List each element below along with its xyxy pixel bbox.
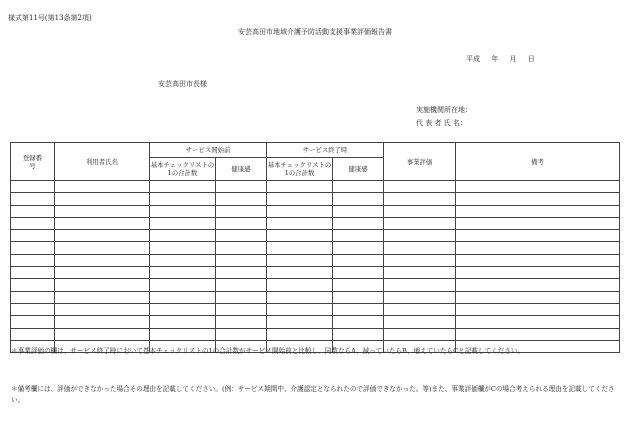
evaluation-cell[interactable] xyxy=(384,205,456,217)
checklist-start-cell[interactable] xyxy=(150,267,216,279)
header-checklist-start: 基本チェックリストの1の合計数 xyxy=(150,158,216,181)
remarks-cell[interactable] xyxy=(456,328,620,340)
evaluation-cell[interactable] xyxy=(384,230,456,242)
health-end-cell[interactable] xyxy=(333,230,384,242)
reg-no-cell[interactable] xyxy=(11,254,55,266)
evaluation-cell[interactable] xyxy=(384,254,456,266)
org-address-label: 実施機関所在地： xyxy=(416,106,472,114)
table-row xyxy=(11,193,620,205)
header-reg-no: 登録番号 xyxy=(11,143,55,181)
reg-no-cell[interactable] xyxy=(11,279,55,291)
remarks-cell[interactable] xyxy=(456,291,620,303)
header-user-name: 利用者氏名 xyxy=(55,143,150,181)
health-start-cell[interactable] xyxy=(216,316,267,328)
reg-no-cell[interactable] xyxy=(11,230,55,242)
health-start-cell[interactable] xyxy=(216,279,267,291)
evaluation-cell[interactable] xyxy=(384,303,456,315)
header-remarks: 備考 xyxy=(456,143,620,181)
checklist-start-cell[interactable] xyxy=(150,303,216,315)
table-row xyxy=(11,230,620,242)
health-start-cell[interactable] xyxy=(216,328,267,340)
remarks-cell[interactable] xyxy=(456,303,620,315)
reg-no-cell[interactable] xyxy=(11,303,55,315)
checklist-end-cell[interactable] xyxy=(267,181,333,193)
header-health-end: 健康感 xyxy=(333,158,384,181)
checklist-start-cell[interactable] xyxy=(150,328,216,340)
checklist-start-cell[interactable] xyxy=(150,205,216,217)
user-name-cell[interactable] xyxy=(55,279,150,291)
date-month: 月 xyxy=(509,55,517,63)
reg-no-cell[interactable] xyxy=(11,242,55,254)
health-end-cell[interactable] xyxy=(333,242,384,254)
user-name-cell[interactable] xyxy=(55,291,150,303)
checklist-end-cell[interactable] xyxy=(267,230,333,242)
health-end-cell[interactable] xyxy=(333,193,384,205)
table-row xyxy=(11,242,620,254)
health-end-cell[interactable] xyxy=(333,181,384,193)
checklist-start-cell[interactable] xyxy=(150,291,216,303)
user-name-cell[interactable] xyxy=(55,328,150,340)
checklist-end-cell[interactable] xyxy=(267,193,333,205)
checklist-start-cell[interactable] xyxy=(150,316,216,328)
health-start-cell[interactable] xyxy=(216,291,267,303)
user-name-cell[interactable] xyxy=(55,316,150,328)
user-name-cell[interactable] xyxy=(55,181,150,193)
date-year: 年 xyxy=(491,55,499,63)
table-row xyxy=(11,217,620,229)
evaluation-cell[interactable] xyxy=(384,242,456,254)
evaluation-cell[interactable] xyxy=(384,193,456,205)
table-row xyxy=(11,291,620,303)
checklist-end-cell[interactable] xyxy=(267,217,333,229)
evaluation-cell[interactable] xyxy=(384,291,456,303)
user-name-cell[interactable] xyxy=(55,193,150,205)
checklist-end-cell[interactable] xyxy=(267,279,333,291)
checklist-end-cell[interactable] xyxy=(267,303,333,315)
reg-no-cell[interactable] xyxy=(11,193,55,205)
reg-no-cell[interactable] xyxy=(11,328,55,340)
remarks-cell[interactable] xyxy=(456,279,620,291)
remarks-cell[interactable] xyxy=(456,316,620,328)
user-name-cell[interactable] xyxy=(55,254,150,266)
checklist-start-cell[interactable] xyxy=(150,242,216,254)
checklist-end-cell[interactable] xyxy=(267,242,333,254)
addressee: 安芸高田市長様 xyxy=(158,80,207,88)
user-name-cell[interactable] xyxy=(55,205,150,217)
evaluation-cell[interactable] xyxy=(384,181,456,193)
reg-no-cell[interactable] xyxy=(11,181,55,193)
user-name-cell[interactable] xyxy=(55,217,150,229)
header-service-end: サービス終了時 xyxy=(267,143,384,158)
checklist-start-cell[interactable] xyxy=(150,193,216,205)
table-row xyxy=(11,181,620,193)
reg-no-cell[interactable] xyxy=(11,316,55,328)
health-start-cell[interactable] xyxy=(216,303,267,315)
representative-label: 代 表 者 氏 名： xyxy=(416,119,467,127)
evaluation-cell[interactable] xyxy=(384,316,456,328)
health-start-cell[interactable] xyxy=(216,181,267,193)
header-service-start: サービス開始前 xyxy=(150,143,267,158)
health-end-cell[interactable] xyxy=(333,316,384,328)
date-line xyxy=(466,55,544,64)
document-title: 安芸高田市地域介護予防活動支援事業評価報告書 xyxy=(238,28,392,36)
evaluation-cell[interactable] xyxy=(384,328,456,340)
form-number: 様式第11号(第13条第2項) xyxy=(8,14,92,22)
table-row xyxy=(11,267,620,279)
reg-no-cell[interactable] xyxy=(11,291,55,303)
date-era: 平成 xyxy=(466,55,480,63)
checklist-end-cell[interactable] xyxy=(267,328,333,340)
reg-no-cell[interactable] xyxy=(11,267,55,279)
table-row xyxy=(11,328,620,340)
remarks-cell[interactable] xyxy=(456,217,620,229)
health-start-cell[interactable] xyxy=(216,242,267,254)
health-start-cell[interactable] xyxy=(216,217,267,229)
remarks-cell[interactable] xyxy=(456,181,620,193)
health-start-cell[interactable] xyxy=(216,193,267,205)
checklist-start-cell[interactable] xyxy=(150,230,216,242)
reg-no-cell[interactable] xyxy=(11,217,55,229)
health-end-cell[interactable] xyxy=(333,205,384,217)
health-start-cell[interactable] xyxy=(216,267,267,279)
header-health-start: 健康感 xyxy=(216,158,267,181)
health-end-cell[interactable] xyxy=(333,217,384,229)
health-start-cell[interactable] xyxy=(216,254,267,266)
evaluation-cell[interactable] xyxy=(384,217,456,229)
health-end-cell[interactable] xyxy=(333,328,384,340)
health-start-cell[interactable] xyxy=(216,230,267,242)
checklist-end-cell[interactable] xyxy=(267,291,333,303)
table-row xyxy=(11,279,620,291)
health-end-cell[interactable] xyxy=(333,267,384,279)
remarks-cell[interactable] xyxy=(456,267,620,279)
health-end-cell[interactable] xyxy=(333,279,384,291)
checklist-start-cell[interactable] xyxy=(150,217,216,229)
user-name-cell[interactable] xyxy=(55,267,150,279)
health-end-cell[interactable] xyxy=(333,291,384,303)
remarks-cell[interactable] xyxy=(456,230,620,242)
header-evaluation: 事業評価 xyxy=(384,143,456,181)
remarks-cell[interactable] xyxy=(456,242,620,254)
health-end-cell[interactable] xyxy=(333,303,384,315)
checklist-end-cell[interactable] xyxy=(267,316,333,328)
user-name-cell[interactable] xyxy=(55,230,150,242)
evaluation-cell[interactable] xyxy=(384,279,456,291)
checklist-end-cell[interactable] xyxy=(267,254,333,266)
reg-no-cell[interactable] xyxy=(11,205,55,217)
remarks-cell[interactable] xyxy=(456,254,620,266)
evaluation-cell[interactable] xyxy=(384,267,456,279)
checklist-start-cell[interactable] xyxy=(150,181,216,193)
header-checklist-end: 基本チェックリストの1の合計数 xyxy=(267,158,333,181)
note-evaluation: ＊事業評価の欄は、サービス終了時において基本チェックリストの1の合計数がサービス開始前と比較し、同数ならA、減っていたらB、増えていたらCと記載してください。 xyxy=(11,347,525,355)
checklist-start-cell[interactable] xyxy=(150,254,216,266)
user-name-cell[interactable] xyxy=(55,242,150,254)
checklist-start-cell[interactable] xyxy=(150,279,216,291)
note-remarks: ＊備考欄には、評価ができなかった場合その理由を記載してください。(例：サービス期間中、介護認定となられたので評価できなかった。等)また、事業評価欄がCの場合考えられる理由を記載してください。 xyxy=(11,385,615,404)
user-name-cell[interactable] xyxy=(55,303,150,315)
evaluation-table xyxy=(10,142,620,353)
checklist-end-cell[interactable] xyxy=(267,267,333,279)
table-row xyxy=(11,316,620,328)
table-row xyxy=(11,303,620,315)
table-row xyxy=(11,254,620,266)
checklist-end-cell[interactable] xyxy=(267,205,333,217)
health-end-cell[interactable] xyxy=(333,254,384,266)
date-day: 日 xyxy=(527,55,535,63)
table-body xyxy=(11,181,620,353)
remarks-cell[interactable] xyxy=(456,205,620,217)
health-start-cell[interactable] xyxy=(216,205,267,217)
remarks-cell[interactable] xyxy=(456,193,620,205)
table-row xyxy=(11,205,620,217)
